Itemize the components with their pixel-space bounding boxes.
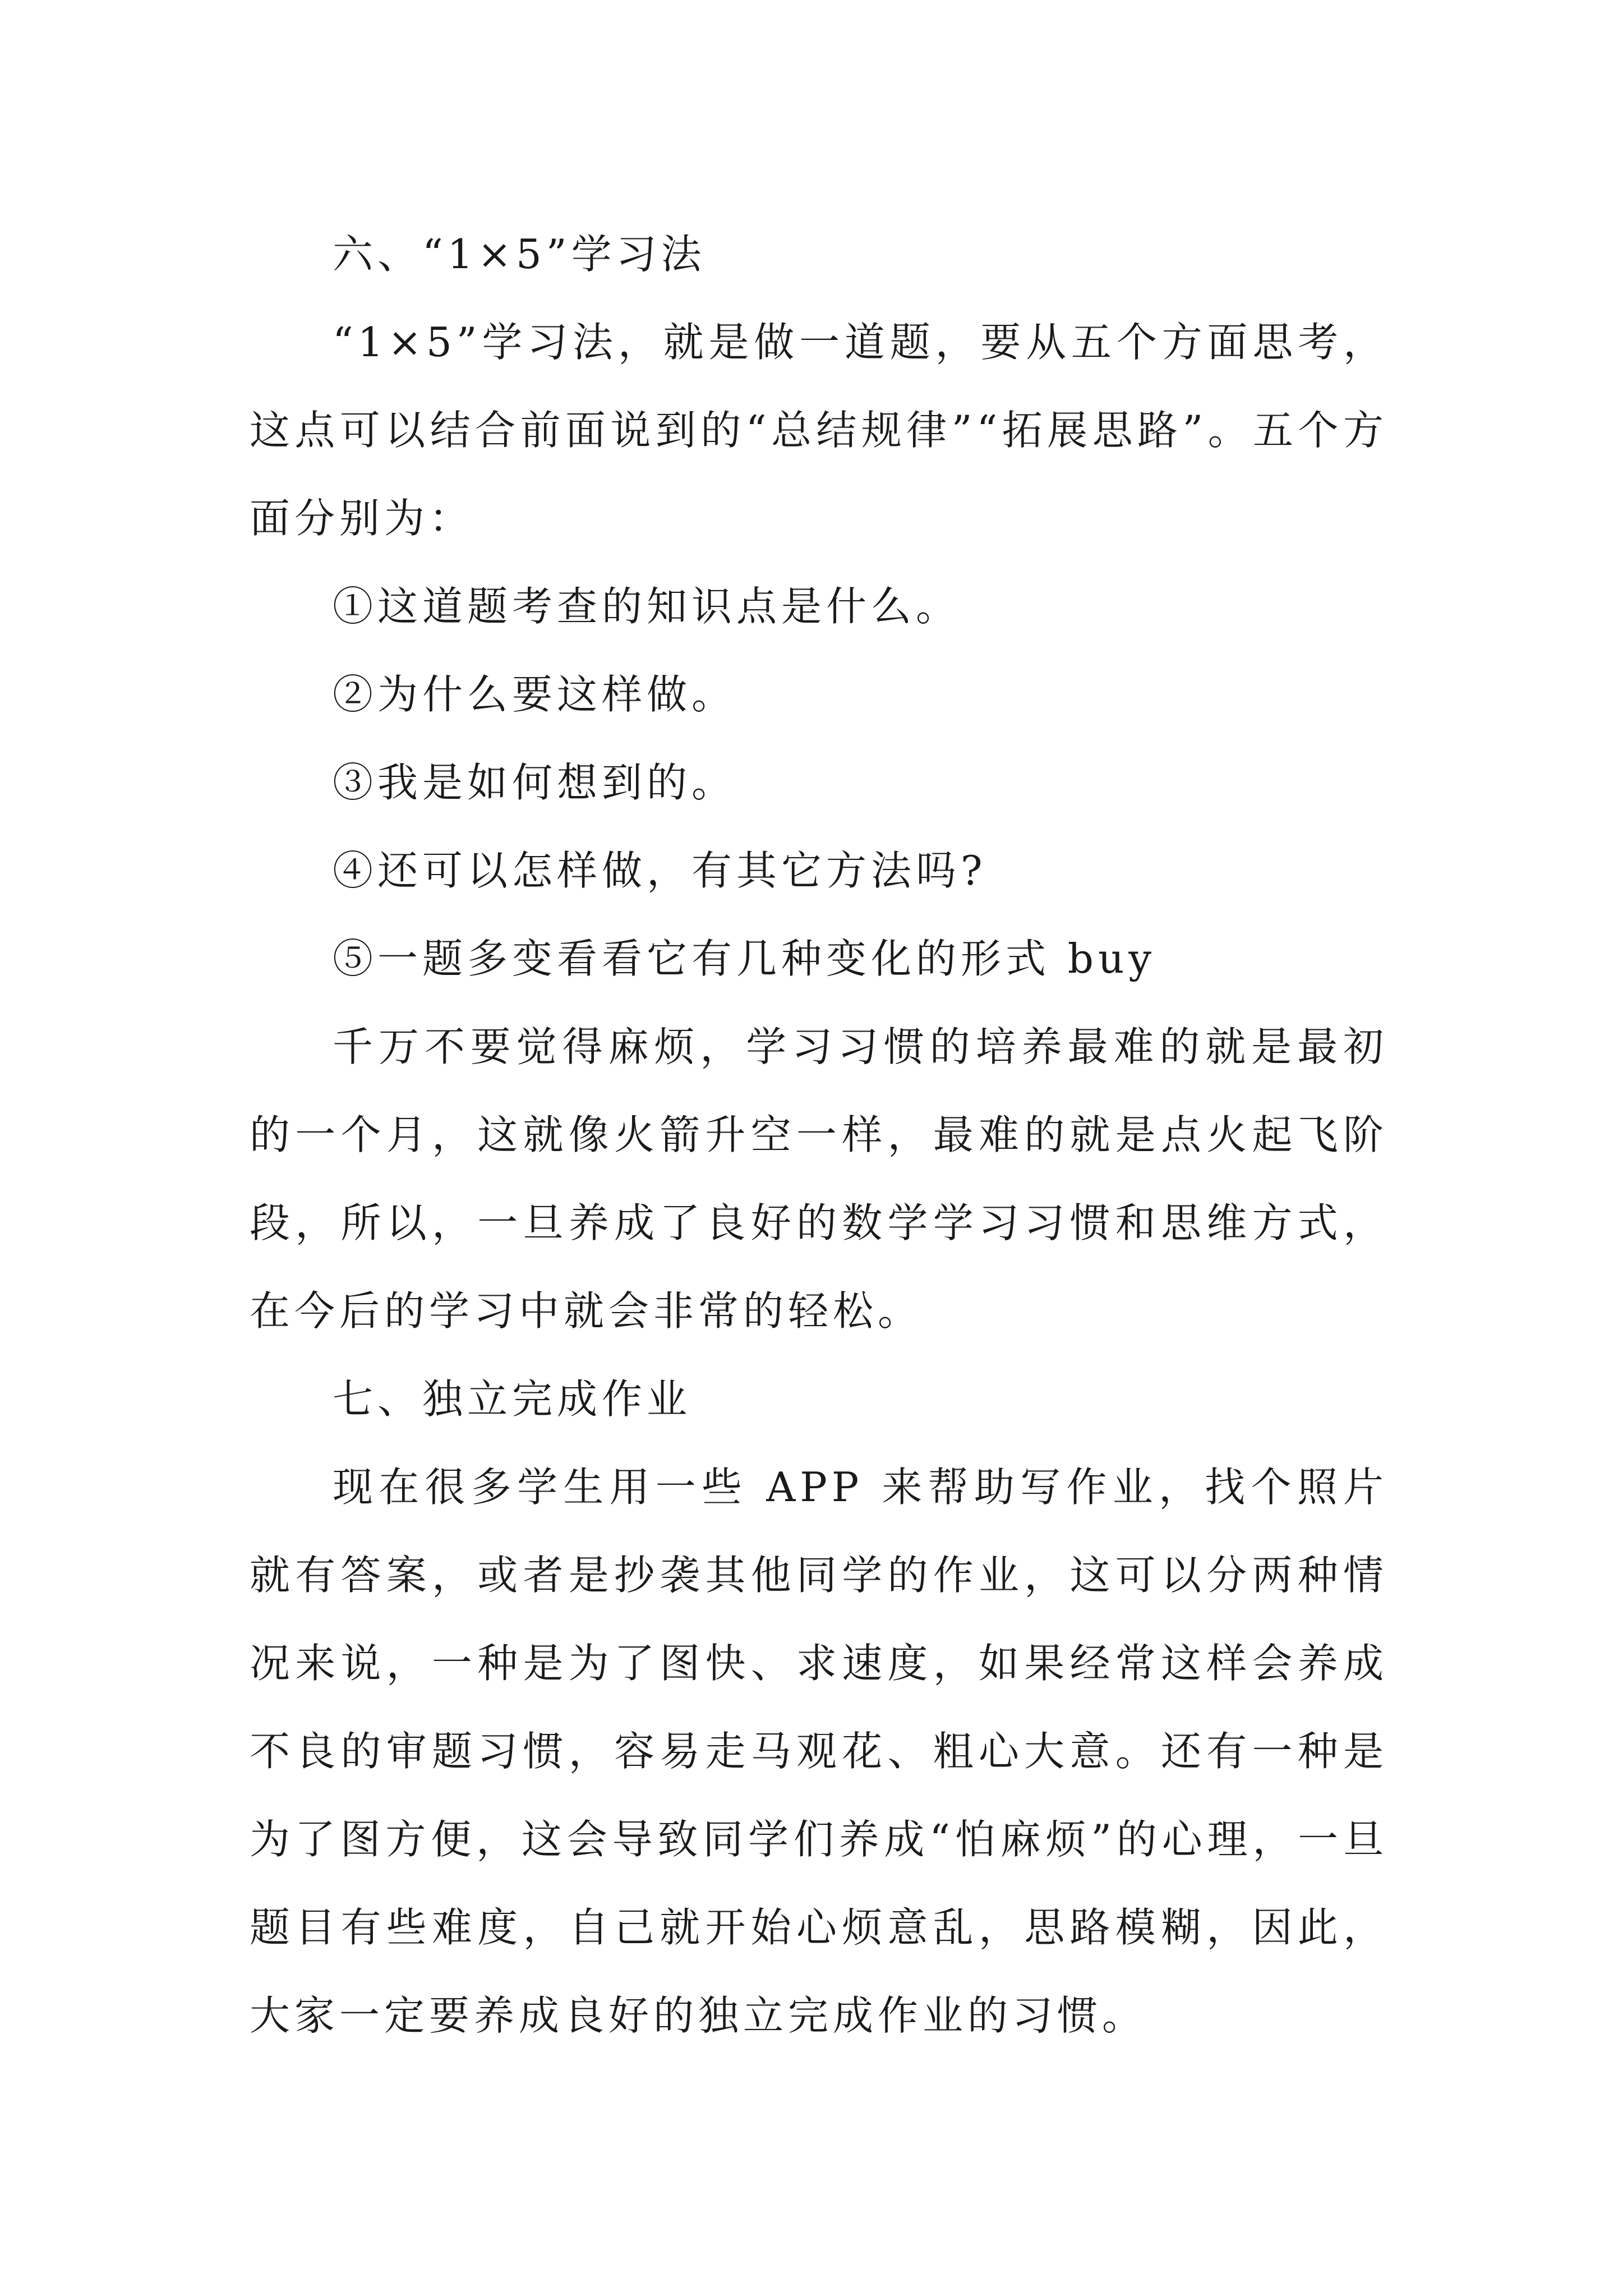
section-heading-six: 六、“1×5”学习法 [333, 231, 706, 278]
list-item-5: ⑤一题多变看看它有几种变化的形式 buy [333, 935, 1156, 982]
list-item-1: ①这道题考查的知识点是什么。 [333, 583, 961, 630]
paragraph-habit: 千万不要觉得麻烦，学习习惯的培养最难的就是最初的一个月，这就像火箭升空一样，最难的就是点火起飞阶段，所以，一旦养成了良好的数学学习习惯和思维方式，在今后的学习中就会非常的轻松。 [250, 1023, 1388, 1335]
document-body [250, 210, 1388, 2060]
list-item-2: ②为什么要这样做。 [333, 671, 737, 718]
section-heading-seven: 七、独立完成作业 [333, 1375, 692, 1423]
list-item-3: ③我是如何想到的。 [333, 759, 737, 806]
list-item-4: ④还可以怎样做，有其它方法吗? [333, 847, 987, 894]
paragraph-1x5-intro: “1×5”学习法，就是做一道题，要从五个方面思考，这点可以结合前面说到的“总结规律”“拓展思路”。五个方面分别为： [250, 319, 1388, 542]
paragraph-homework: 现在很多学生用一些 APP 来帮助写作业，找个照片就有答案，或者是抄袭其他同学的作业，这可以分两种情况来说，一种是为了图快、求速度，如果经常这样会养成不良的审题习惯，容易走马观花、粗心大意。还有一种是为了图方便，这会导致同学们养成“怕麻烦”的心理，一旦题目有些难度，自己就开始心烦意乱，思路模糊，因此，大家一定要养成良好的独立完成作业的习惯。 [250, 1464, 1388, 2039]
